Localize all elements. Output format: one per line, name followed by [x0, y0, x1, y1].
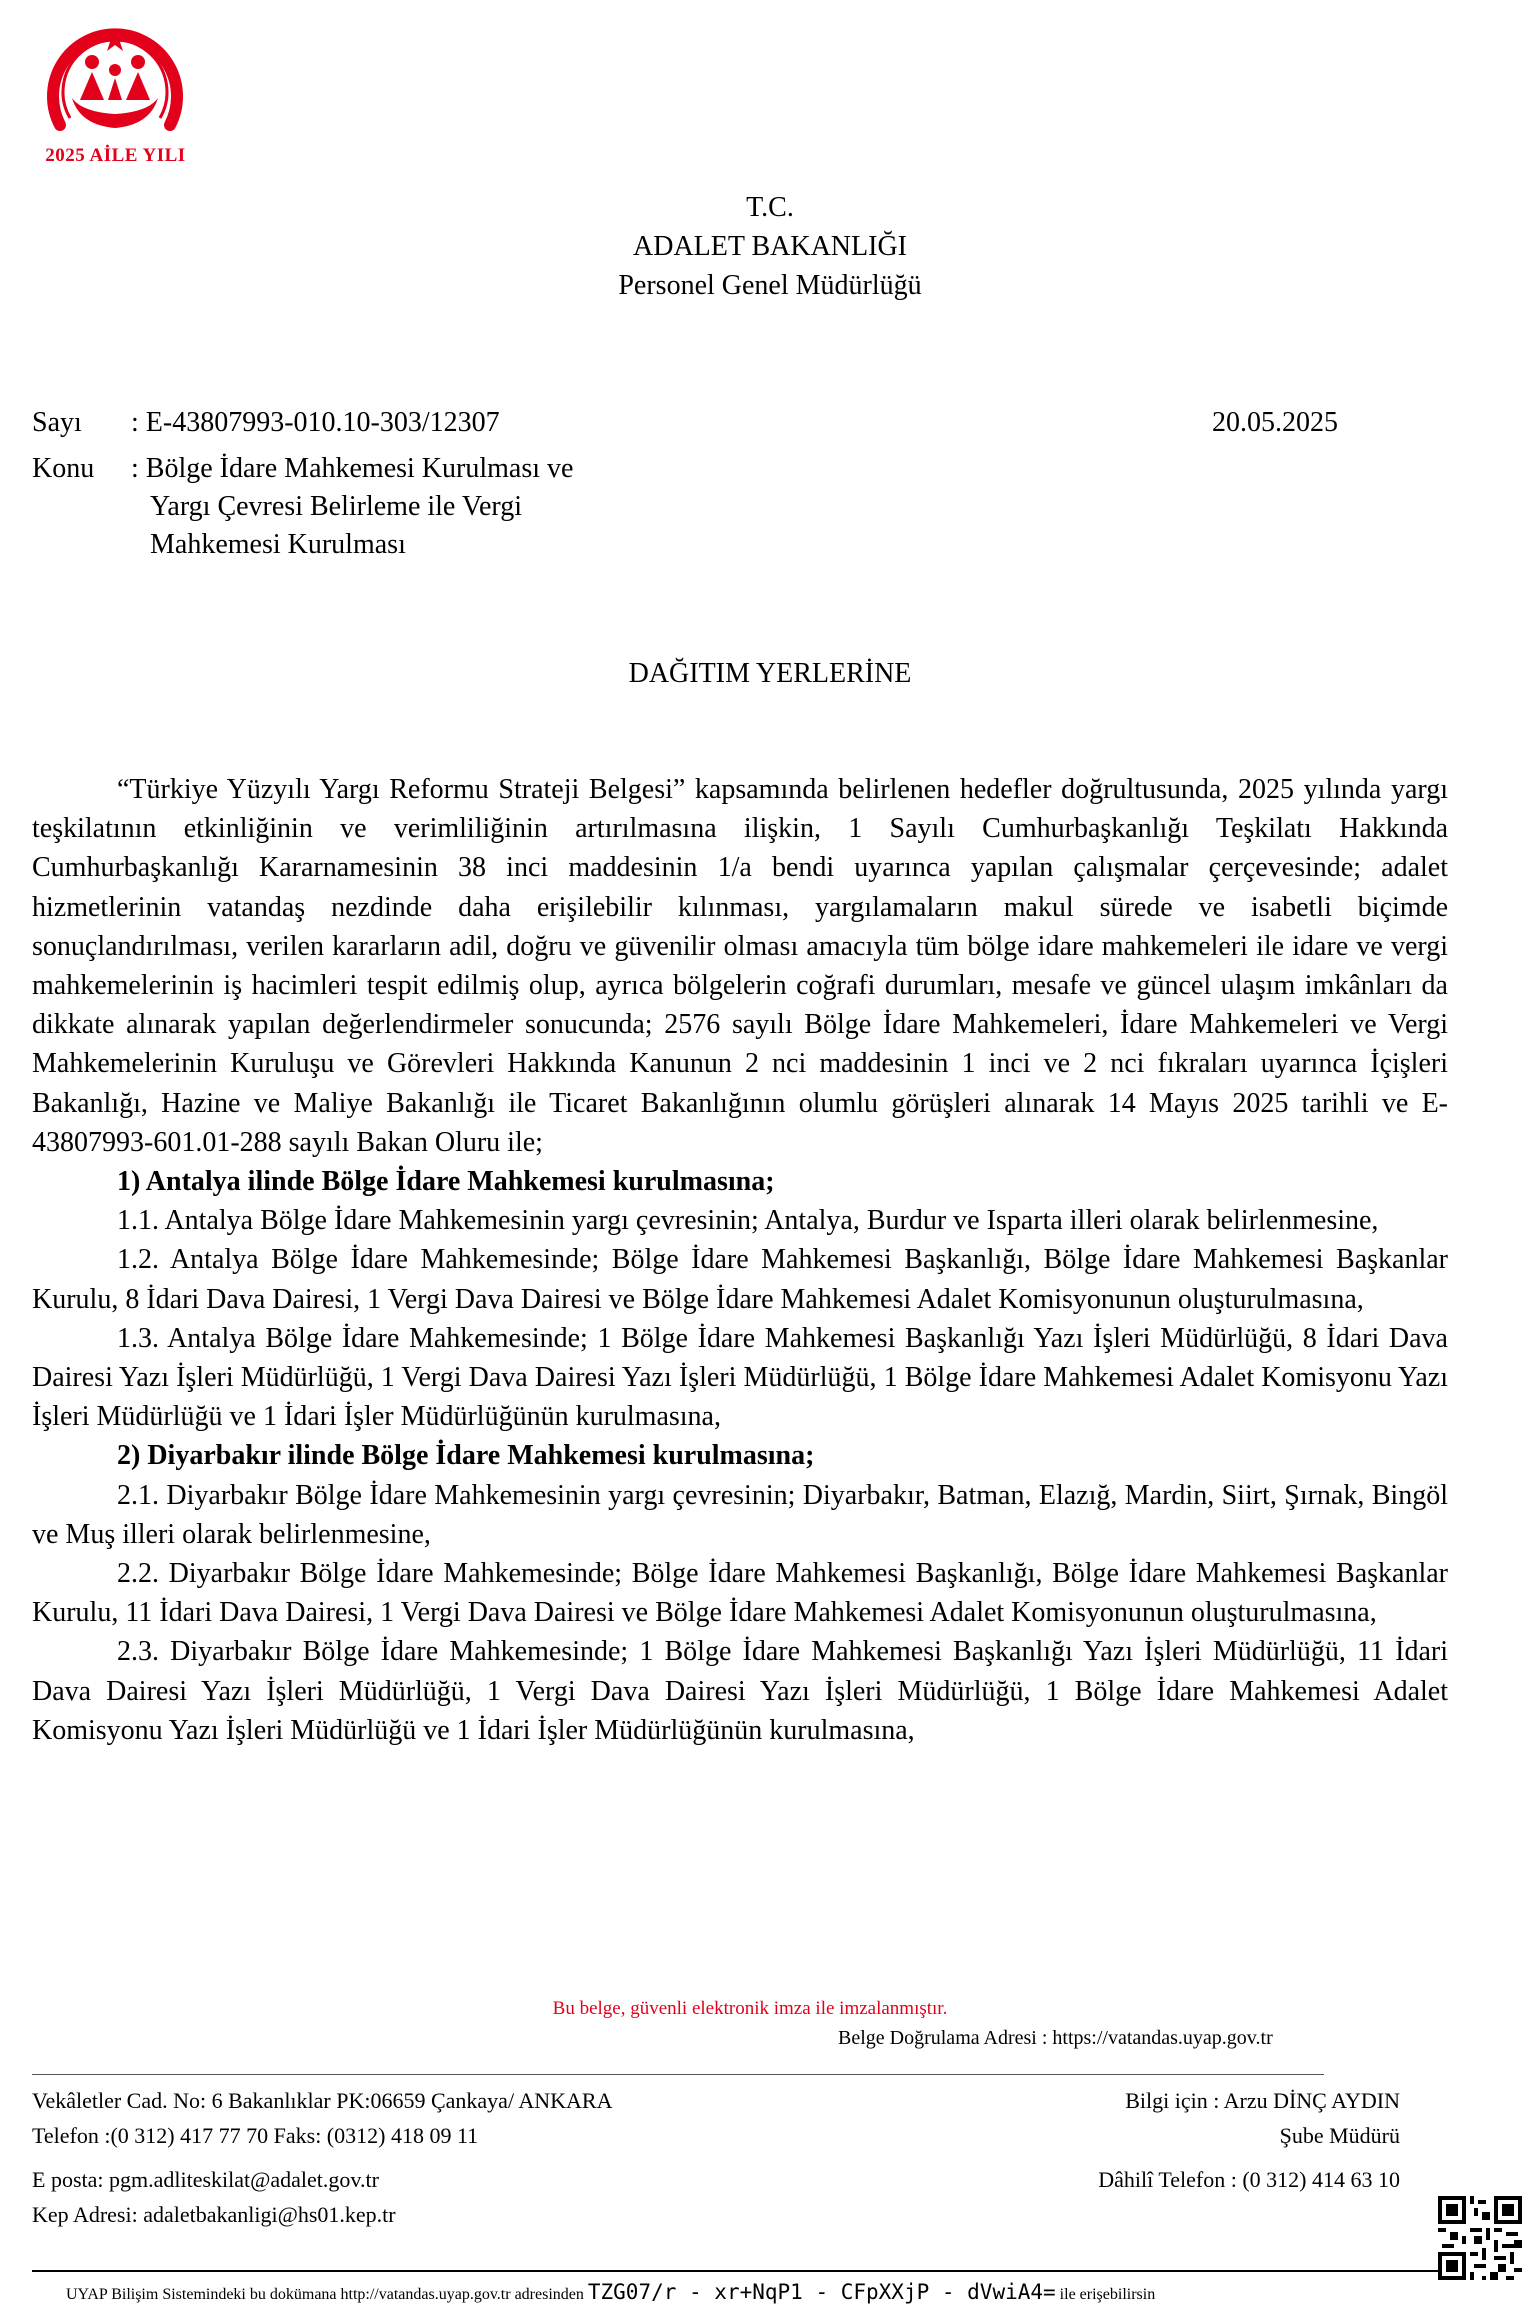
uyap-access-code: TZG07/r - xr+NqP1 - CFpXXjP - dVwiA4= [587, 2280, 1056, 2304]
header-tc: T.C. [746, 192, 794, 223]
konu-label: Konu [32, 453, 95, 484]
section-heading: 1) Antalya ilinde Bölge İdare Mahkemesi kurulmasına; [117, 1166, 775, 1198]
uyap-suffix: ile erişebilirsin [1059, 2286, 1156, 2303]
bottom-divider [32, 2270, 1442, 2272]
body-paragraph: “Türkiye Yüzyılı Yargı Reformu Strateji Belgesi” kapsamında belirlenen hedefler doğrultusunda, 2025 yılında yargı teşkilatının etkinliğinin ve verimliliğinin artırılmasına ilişkin, 1 Sayılı Cumhurbaşkanlığı Teşkilatı Hakkında Cumhurbaşkanlığı Kararnamesinin 38 inci maddesinin 1/a bendi uyarınca yapılan çalışmalar çerçevesinde; adalet hizmetlerinin vatandaş nezdinde daha erişilebilir kılınması, yargılamaların makul sürede ve isabetli biçimde sonuçlandırılması, verilen kararların adil, doğru ve güvenilir olması amacıyla tüm bölge idare mahkemeleri ile idare ve vergi mahkemelerinin iş hacimleri tespit edilmiş olup, ayrıca bölgelerin coğrafi durumları, mesafe ve güncel ulaşım imkânları da dikkate alınarak yapılan değerlendirmeler sonucunda; 2576 sayılı Bölge İdare Mahkemeleri, İdare Mahkemeleri ve Vergi Mahkemelerinin Kuruluşu ve Görevleri Hakkında Kanunun 2 nci maddesinin 1 inci ve 2 nci fıkraları uyarınca İçişleri Bakanlığı, Hazine ve Maliye Bakanlığı ile Ticaret Bakanlığının olumlu görüşleri alınarak 14 Mayıs 2025 tarihli ve E-43807993-601.01-288 sayılı Bakan Oluru ile; [32, 774, 1448, 1158]
section-heading: 2) Diyarbakır ilinde Bölge İdare Mahkemesi kurulmasına; [117, 1440, 815, 1472]
sayi-label: Sayı [32, 407, 82, 438]
verification-address: Belge Doğrulama Adresi : https://vatandas.uyap.gov.tr [838, 2027, 1273, 2049]
body-paragraph: 1.2. Antalya Bölge İdare Mahkemesinde; Bölge İdare Mahkemesi Başkanlığı, Bölge İdare Mahkemesi Başkanlar Kurulu, 8 İdari Dava Dairesi, 1 Vergi Dava Dairesi ve Bölge İdare Mahkemesi Adalet Komisyonunun oluşturulmasına, [32, 1244, 1448, 1315]
header-department: Personel Genel Müdürlüğü [618, 270, 922, 301]
logo-text: 2025 AİLE YILI [45, 145, 186, 166]
internal-phone: Dâhilî Telefon : (0 312) 414 63 10 [1098, 2167, 1400, 2192]
uyap-access-note [66, 2280, 1155, 2304]
contact-title: Şube Müdürü [1279, 2123, 1400, 2148]
qr-code-icon [1438, 2196, 1522, 2280]
footer-address: Vekâletler Cad. No: 6 Bakanlıklar PK:06659 Çankaya/ ANKARA [32, 2088, 613, 2113]
sayi-value: : E-43807993-010.10-303/12307 [131, 407, 500, 438]
body-paragraph: 1.1. Antalya Bölge İdare Mahkemesinin yargı çevresinin; Antalya, Burdur ve Isparta illeri olarak belirlenmesine, [117, 1205, 1379, 1237]
header-ministry: ADALET BAKANLIĞI [633, 231, 907, 262]
body-paragraph: 1.3. Antalya Bölge İdare Mahkemesinde; 1 Bölge İdare Mahkemesi Başkanlığı Yazı İşleri Müdürlüğü, 8 İdari Dava Dairesi Yazı İşleri Müdürlüğü, 1 Vergi Dava Dairesi Yazı İşleri Müdürlüğü, 1 Bölge İdare Mahkemesi Adalet Komisyonu Yazı İşleri Müdürlüğü ve 1 İdari İşler Müdürlüğünün kurulmasına, [32, 1322, 1448, 1433]
footer-phone: Telefon :(0 312) 417 77 70 Faks: (0312) 418 09 11 [32, 2123, 479, 2148]
letter-body [32, 770, 1448, 1750]
konu-line-3: Mahkemesi Kurulması [150, 529, 406, 560]
recipient-heading: DAĞITIM YERLERİNE [628, 658, 912, 689]
body-paragraph: 2.2. Diyarbakır Bölge İdare Mahkemesinde; Bölge İdare Mahkemesi Başkanlığı, Bölge İdare Mahkemesi Başkanlar Kurulu, 11 İdari Dava Dairesi, 1 Vergi Dava Dairesi ve Bölge İdare Mahkemesi Adalet Komisyonunun oluşturulmasına, [32, 1558, 1448, 1629]
konu-line-1: : Bölge İdare Mahkemesi Kurulması ve [131, 453, 574, 484]
footer-email: E posta: pgm.adliteskilat@adalet.gov.tr [32, 2167, 379, 2192]
footer-kep: Kep Adresi: adaletbakanligi@hs01.kep.tr [32, 2202, 396, 2227]
document-date: 20.05.2025 [1212, 407, 1338, 438]
body-paragraph: 2.1. Diyarbakır Bölge İdare Mahkemesinin yargı çevresinin; Diyarbakır, Batman, Elazığ, Mardin, Siirt, Şırnak, Bingöl ve Muş illeri olarak belirlenmesine, [32, 1479, 1448, 1550]
konu-line-2: Yargı Çevresi Belirleme ile Vergi [150, 491, 522, 522]
body-paragraph: 2.3. Diyarbakır Bölge İdare Mahkemesinde; 1 Bölge İdare Mahkemesi Başkanlığı Yazı İşleri Müdürlüğü, 11 İdari Dava Dairesi Yazı İşleri Müdürlüğü, 1 Vergi Dava Dairesi Yazı İşleri Müdürlüğü, 1 Bölge İdare Mahkemesi Adalet Komisyonu Yazı İşleri Müdürlüğü ve 1 İdari İşler Müdürlüğünün kurulmasına, [32, 1636, 1448, 1746]
contact-person: Bilgi için : Arzu DİNÇ AYDIN [1125, 2088, 1400, 2113]
e-signature-note: Bu belge, güvenli elektronik imza ile imzalanmıştır. [552, 1998, 948, 2019]
uyap-prefix: UYAP Bilişim Sistemindeki bu dokümana http://vatandas.uyap.gov.tr adresinden [66, 2286, 584, 2303]
footer-divider [32, 2074, 1324, 2075]
